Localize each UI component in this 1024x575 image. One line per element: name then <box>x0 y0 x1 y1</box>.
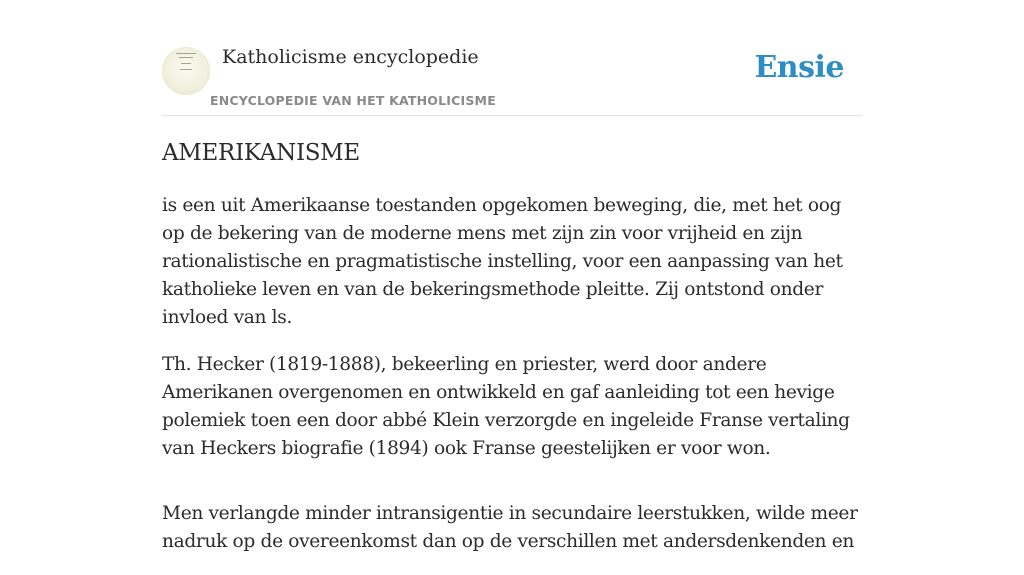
book-subtitle: ENCYCLOPEDIE VAN HET KATHOLICISME <box>210 93 496 108</box>
entry-body <box>162 192 862 575</box>
entry-paragraph: is een uit Amerikaanse toestanden opgekomen beweging, die, met het oog op de bekering van de moderne mens met zijn zin voor vrijheid en zijn rationalistische en pragmatistische instelling, voor een aanpassing van het katholieke leven en van de bekeringsmethode pleitte. Zij ontstond onder invloed van ls. <box>162 195 843 328</box>
entry-paragraph: Th. Hecker (1819-1888), bekeerling en priester, werd door andere Amerikanen overgenomen en ontwikkeld en gaf aanleiding tot een hevige polemiek toen een door abbé Klein verzorgde en ingeleide Franse vertaling van Heckers biografie (1894) ook Franse geestelijken er voor won. <box>162 354 850 459</box>
book-title-link[interactable]: Katholicisme encyclopedie <box>222 46 479 68</box>
entry-paragraph: Men verlangde minder intransigentie in secundaire leerstukken, wilde meer nadruk op de overeenkomst dan op de verschillen met andersdenkenden en <box>162 503 858 552</box>
ensie-logo[interactable]: Ensie <box>754 50 844 85</box>
book-cover-icon[interactable] <box>162 47 210 95</box>
page-container <box>162 0 862 552</box>
header <box>162 0 862 116</box>
entry-title: AMERIKANISME <box>162 140 360 166</box>
